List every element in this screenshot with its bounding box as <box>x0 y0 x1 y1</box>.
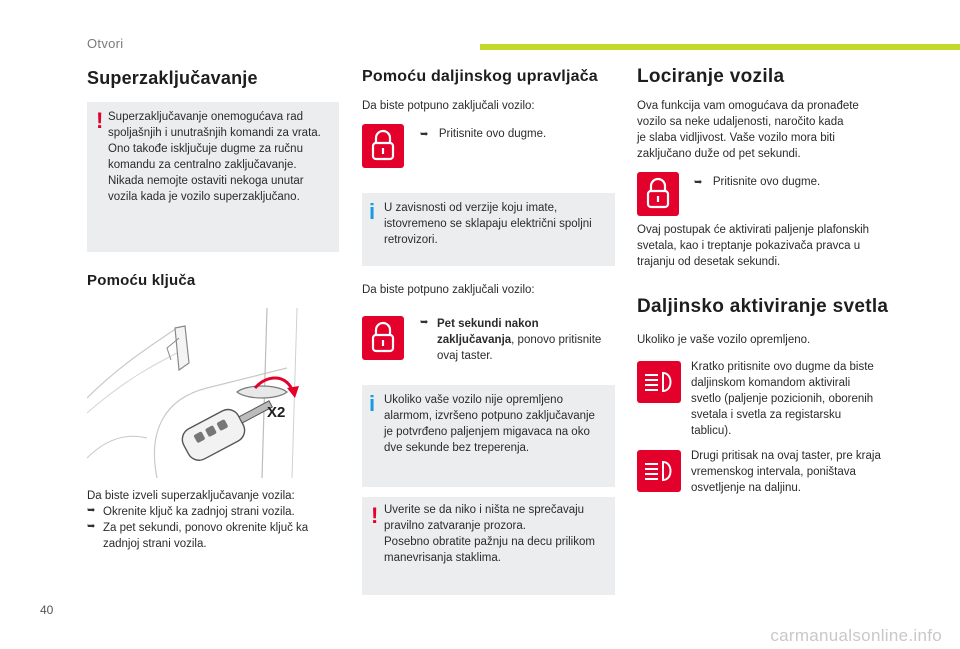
bullet-icon: ➥ <box>694 177 703 188</box>
title-remote-control: Pomoću daljinskog upravljača <box>362 68 598 85</box>
bullet-icon: ➥ <box>420 317 429 328</box>
step-locate: ➥ Pritisnite ovo dugme. <box>694 176 821 188</box>
bullet-icon: ➥ <box>87 521 96 532</box>
title-vehicle-locating: Lociranje vozila <box>637 66 785 87</box>
key-intro: Da biste izveli superzaključavanje vozila: <box>87 490 295 502</box>
lock-button-icon <box>362 124 404 168</box>
key-door-illustration <box>87 308 339 478</box>
twice-label: X2 <box>267 404 286 421</box>
warning-note-windows: ! Uverite se da niko i ništa ne sprečavaju pravilno zatvaranje prozora. Posebno obratite pažnju na decu prilikom manevrisanja staklima. <box>362 497 615 595</box>
locating-result: Ovaj postupak će aktivirati paljenje plafonskih svetala, kao i treptanje pokazivača pravca u trajanju od desetak sekundi. <box>637 224 870 268</box>
remote-intro-1: Da biste potpuno zaključali vozilo: <box>362 100 535 112</box>
page-number: 40 <box>40 603 54 617</box>
lock-button-icon <box>637 172 679 216</box>
bullet-icon: ➥ <box>87 505 96 516</box>
bullet-icon: ➥ <box>420 129 429 140</box>
info-icon: i <box>369 199 376 224</box>
lighting-condition: Ukoliko je vaše vozilo opremljeno. <box>637 334 811 346</box>
locating-description: Ova funkcija vam omogućava da pronađete vozilo sa neke udaljenosti, naročito kada je slaba vidljivost. Vaše vozilo mora biti zaključano duže od pet sekundi. <box>637 100 859 160</box>
info-icon: i <box>369 391 376 416</box>
section-label: Otvori <box>87 36 124 51</box>
lock-button-icon <box>362 316 404 360</box>
info-note-mirrors: i U zavisnosti od verzije koju imate, istovremeno se sklapaju električni spoljni retrovizori. <box>362 193 615 266</box>
list-item: ➥ Okrenite ključ ka zadnjoj strani vozila. <box>87 505 295 518</box>
warning-icon: ! <box>371 503 379 528</box>
lighting-step-2: Drugi pritisak na ovaj taster, pre kraja vremenskog intervala, poništava osvetljenje na daljinu. <box>691 450 881 494</box>
lighting-step-1: Kratko pritisnite ovo dugme da biste daljinskom komandom aktivirali svetlo (paljenje pozicionih, oborenih svetala i svetla za registarsku tablicu). <box>691 361 874 437</box>
title-remote-lighting: Daljinsko aktiviranje svetla <box>637 296 889 317</box>
key-steps <box>87 504 339 552</box>
warning-icon: ! <box>96 108 104 133</box>
list-item: ➥ Za pet sekundi, ponovo okrenite ključ ka zadnjoj strani vozila. <box>87 521 309 550</box>
step-lock-1: ➥ Pritisnite ovo dugme. <box>420 128 547 140</box>
title-superlocking: Superzaključavanje <box>87 68 258 88</box>
remote-intro-2: Da biste potpuno zaključali vozilo: <box>362 284 535 296</box>
step-lock-2: ➥ Pet sekundi nakon zaključavanja, ponovo pritisnite ovaj taster. <box>420 317 602 362</box>
watermark: carmanualsonline.info <box>770 626 942 645</box>
headlight-button-icon <box>637 450 681 492</box>
subtitle-with-key: Pomoću ključa <box>87 272 196 289</box>
warning-text: Superzaključavanje onemogućava rad spoljašnjih i unutrašnjih komandi za vrata. Ono takođe isključuje dugme za ručnu komandu za centralno zaključavanje. Nikada nemojte ostaviti nekoga unutar vozila kada je vozilo superzaključano. <box>108 111 321 203</box>
warning-note-superlocking <box>87 102 339 252</box>
headlight-button-icon <box>637 361 681 403</box>
section-accent-bar <box>480 44 960 50</box>
info-note-alarm: i Ukoliko vaše vozilo nije opremljeno alarmom, izvršeno potpuno zaključavanje je potvrđeno paljenjem migavaca na oko dve sekunde bez treperenja. <box>362 385 615 487</box>
